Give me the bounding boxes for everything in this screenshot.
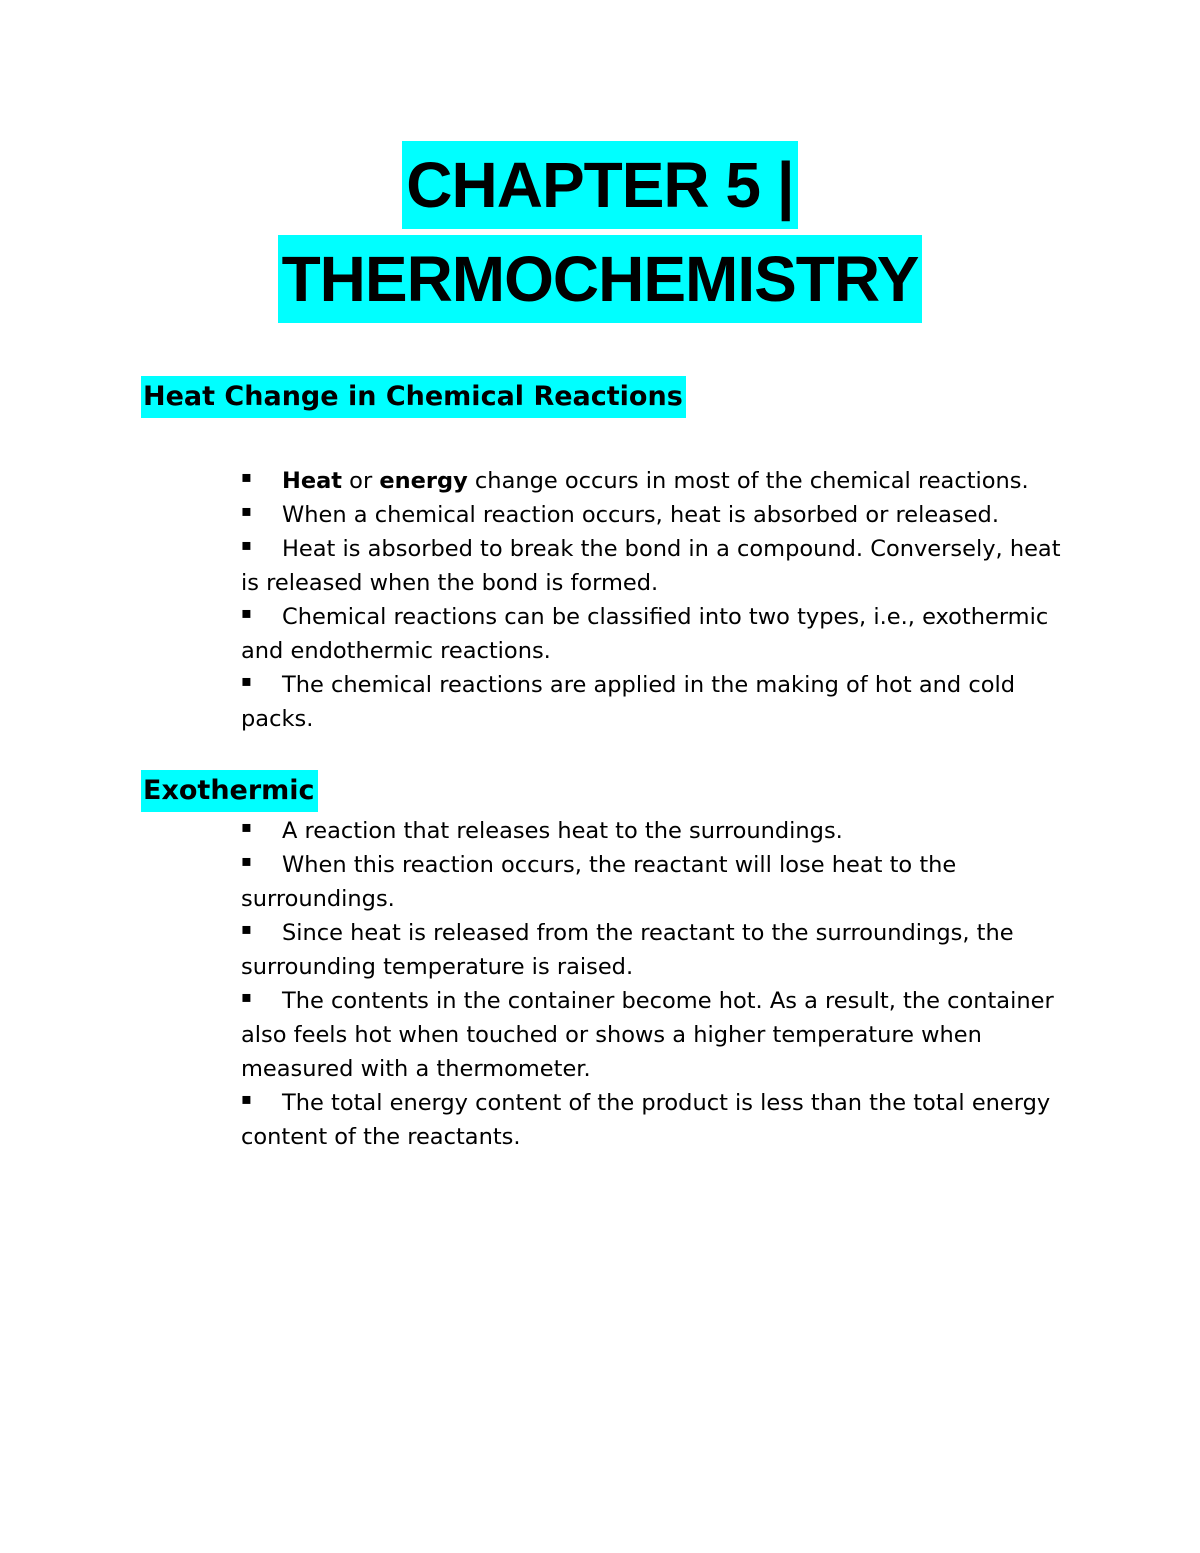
- item-text: A reaction that releases heat to the surroundings.: [282, 818, 843, 844]
- chapter-title-line-1: [0, 141, 1200, 229]
- list-item: [241, 848, 1071, 916]
- list-item: [241, 464, 1071, 498]
- item-text: When this reaction occurs, the reactant will lose heat to the surroundings.: [241, 852, 957, 912]
- section-heading-exothermic: Exothermic: [141, 770, 318, 812]
- chapter-title-line-2: [0, 235, 1200, 323]
- bullet-icon: ▪: [241, 851, 252, 870]
- list-item: [241, 1086, 1071, 1154]
- item-text: Since heat is released from the reactant to the surroundings, the surrounding temperature is raised.: [241, 920, 1014, 980]
- list-item: [241, 532, 1071, 600]
- bullet-icon: ▪: [241, 535, 252, 554]
- chapter-number: CHAPTER 5 |: [402, 141, 797, 229]
- chapter-title: THERMOCHEMISTRY: [278, 235, 923, 323]
- item-text: The chemical reactions are applied in the making of hot and cold packs.: [241, 672, 1016, 732]
- bullet-icon: ▪: [241, 987, 252, 1006]
- item-text: When a chemical reaction occurs, heat is absorbed or released.: [282, 502, 999, 528]
- section-heading-heat-change: Heat Change in Chemical Reactions: [141, 376, 686, 418]
- bold-term: energy: [379, 468, 468, 494]
- list-item: [241, 814, 1071, 848]
- item-text: change occurs in most of the chemical reactions.: [467, 468, 1029, 494]
- bullet-icon: ▪: [241, 467, 252, 486]
- item-text: The total energy content of the product is less than the total energy content of the reactants.: [241, 1090, 1051, 1150]
- heat-change-bullet-list: [241, 464, 1071, 736]
- bullet-icon: ▪: [241, 919, 252, 938]
- list-item: [241, 984, 1071, 1086]
- bullet-icon: ▪: [241, 817, 252, 836]
- list-item: [241, 600, 1071, 668]
- item-text: Heat is absorbed to break the bond in a compound. Conversely, heat is released when the bond is formed.: [241, 536, 1061, 596]
- item-text: The contents in the container become hot. As a result, the container also feels hot when touched or shows a higher temperature when measured with a thermometer.: [241, 988, 1054, 1082]
- bullet-icon: ▪: [241, 1089, 252, 1108]
- list-item: [241, 498, 1071, 532]
- exothermic-bullet-list: [241, 814, 1071, 1154]
- list-item: [241, 668, 1071, 736]
- bullet-icon: ▪: [241, 501, 252, 520]
- list-item: [241, 916, 1071, 984]
- item-text: Chemical reactions can be classified into two types, i.e., exothermic and endothermic reactions.: [241, 604, 1049, 664]
- bold-term: Heat: [282, 468, 343, 494]
- item-text: or: [342, 468, 380, 494]
- bullet-icon: ▪: [241, 671, 252, 690]
- bullet-icon: ▪: [241, 603, 252, 622]
